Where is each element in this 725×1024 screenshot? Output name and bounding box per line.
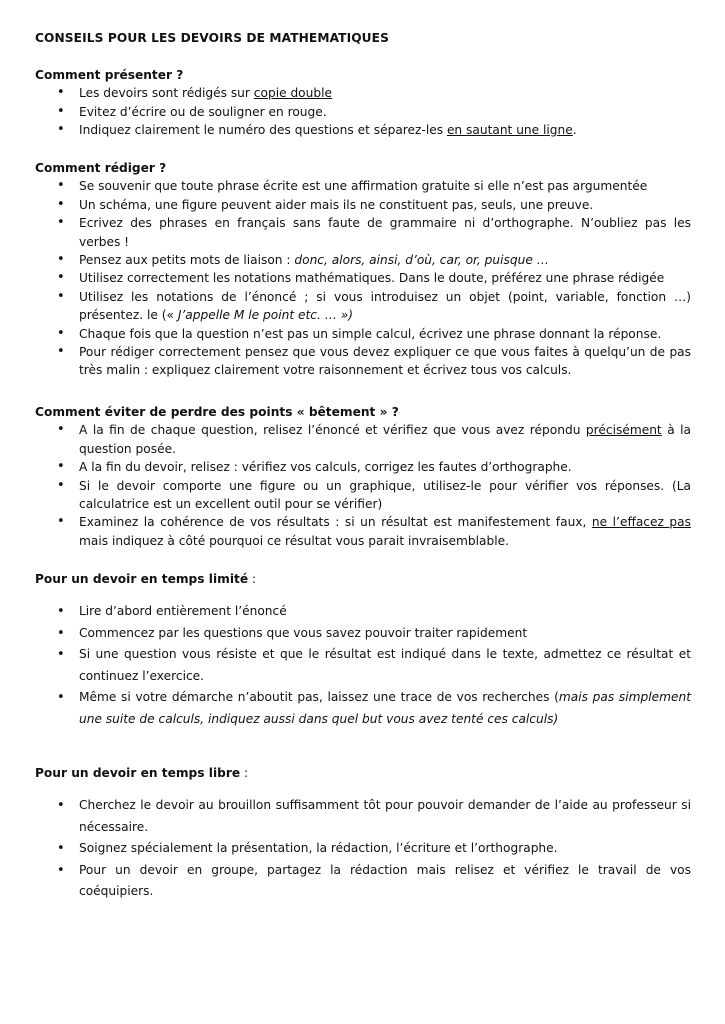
list-item: • Examinez la cohérence de vos résultats : si un résultat est manifestement faux, ne l’effacez pas mais indiquez à côté pourquoi ce résultat vous parait invraisemblable. [35,513,691,550]
list-item: • Pensez aux petits mots de liaison : donc, alors, ainsi, d’où, car, or, puisque … [35,251,691,269]
list-item: • Indiquez clairement le numéro des questions et séparez-les en sautant une ligne. [35,121,691,139]
list-item: • Si une question vous résiste et que le résultat est indiqué dans le texte, admettez ce résultat et continuez l’exercice. [35,644,691,687]
section-redaction [35,159,691,380]
bullet-list [35,421,691,550]
list-item: • Même si votre démarche n’aboutit pas, laissez une trace de vos recherches (mais pas simplement une suite de calculs, indiquez aussi dans quel but vous avez tenté ces calculs) [35,687,691,730]
list-item: • A la fin du devoir, relisez : vérifiez vos calculs, corrigez les fautes d’orthographe. [35,458,691,476]
list-item: • Cherchez le devoir au brouillon suffisamment tôt pour pouvoir demander de l’aide au professeur si nécessaire. [35,795,691,838]
list-item: • Si le devoir comporte une figure ou un graphique, utilisez-le pour vérifier vos réponses. (La calculatrice est un excellent outil pour se vérifier) [35,477,691,514]
section-heading: Comment éviter de perdre des points « bêtement » ? [35,405,399,419]
section-heading: Comment présenter ? [35,68,184,82]
list-item: • Un schéma, une figure peuvent aider mais ils ne constituent pas, seuls, une preuve. [35,196,691,214]
list-item: • Utilisez correctement les notations mathématiques. Dans le doute, préférez une phrase rédigée [35,269,691,287]
section-points [35,403,691,550]
section-temps-limite [35,570,691,730]
section-heading: Comment rédiger ? [35,161,167,175]
list-item: • Ecrivez des phrases en français sans faute de grammaire ni d’orthographe. N’oubliez pas les verbes ! [35,214,691,251]
list-item: • Utilisez les notations de l’énoncé ; si vous introduisez un objet (point, variable, fonction …) présentez. le (« J’appelle M le point etc. … ») [35,288,691,325]
list-item: • Pour rédiger correctement pensez que vous devez expliquer ce que vous faites à quelqu’un de pas très malin : expliquez clairement votre raisonnement et écrivez tous vos calculs. [35,343,691,380]
section-heading: Pour un devoir en temps libre : [35,766,249,780]
list-item: • Pour un devoir en groupe, partagez la rédaction mais relisez et vérifiez le travail de vos coéquipiers. [35,860,691,903]
bullet-list [35,795,691,903]
section-presentation [35,66,691,140]
section-heading: Pour un devoir en temps limité : [35,572,257,586]
list-item: • Commencez par les questions que vous savez pouvoir traiter rapidement [35,623,691,645]
list-item: • Soignez spécialement la présentation, la rédaction, l’écriture et l’orthographe. [35,838,691,860]
list-item: • Les devoirs sont rédigés sur copie double [35,84,691,102]
bullet-list [35,84,691,139]
section-temps-libre [35,764,691,903]
list-item: • Chaque fois que la question n’est pas un simple calcul, écrivez une phrase donnant la réponse. [35,325,691,343]
list-item: • Se souvenir que toute phrase écrite est une affirmation gratuite si elle n’est pas argumentée [35,177,691,195]
bullet-list [35,601,691,730]
list-item: • Lire d’abord entièrement l’énoncé [35,601,691,623]
list-item: • A la fin de chaque question, relisez l’énoncé et vérifiez que vous avez répondu précisément à la question posée. [35,421,691,458]
list-item: • Evitez d’écrire ou de souligner en rouge. [35,103,691,121]
bullet-list [35,177,691,379]
document-title: CONSEILS POUR LES DEVOIRS DE MATHEMATIQUES [35,31,389,45]
